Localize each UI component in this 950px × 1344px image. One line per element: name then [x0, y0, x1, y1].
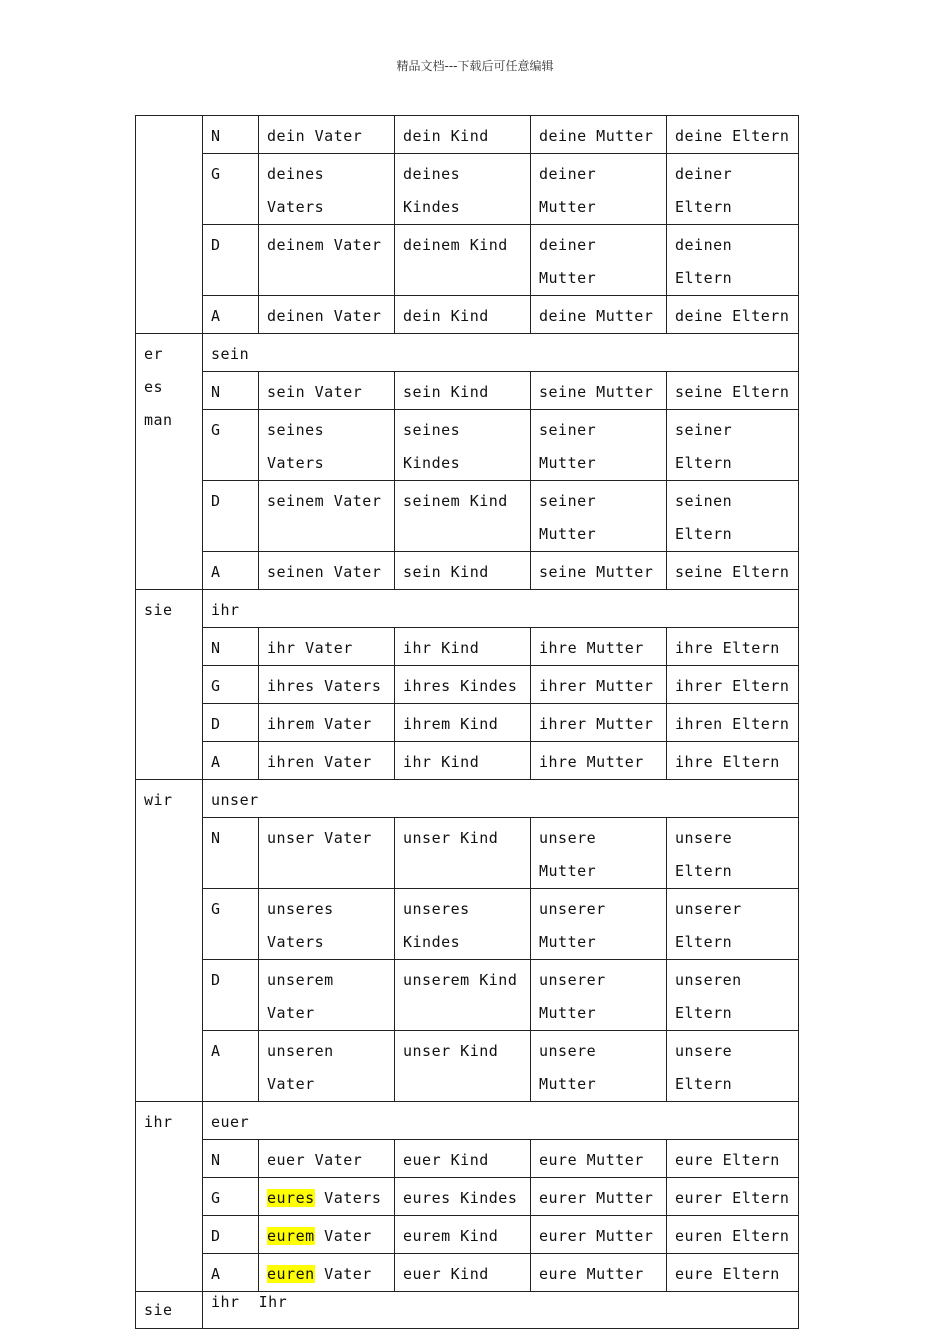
- form-cell: unsere Mutter: [531, 818, 667, 889]
- pronoun-cell: [136, 1102, 203, 1292]
- table-row: [136, 960, 799, 1031]
- form-cell: seines Vaters: [259, 410, 395, 481]
- case-cell: N: [203, 1140, 259, 1178]
- form-cell: seine Mutter: [531, 552, 667, 590]
- form-cell: unsere Eltern: [667, 818, 799, 889]
- case-cell: G: [203, 1178, 259, 1216]
- form-cell: ihren Eltern: [667, 704, 799, 742]
- form-cell: seine Eltern: [667, 372, 799, 410]
- possessive-header-row: [136, 1292, 799, 1329]
- possessive-label: ihr Ihr: [203, 1292, 799, 1329]
- form-cell: eurem Kind: [395, 1216, 531, 1254]
- form-cell: deines Kindes: [395, 154, 531, 225]
- case-cell: N: [203, 628, 259, 666]
- table-row: [136, 704, 799, 742]
- possessive-header-row: [136, 334, 799, 372]
- form-cell: deiner Mutter: [531, 154, 667, 225]
- case-cell: G: [203, 410, 259, 481]
- table-row: [136, 818, 799, 889]
- form-cell: seinem Kind: [395, 481, 531, 552]
- form-cell: deiner Eltern: [667, 154, 799, 225]
- form-cell: unseres Kindes: [395, 889, 531, 960]
- pronoun-line: es: [144, 378, 164, 396]
- table-row: [136, 1216, 799, 1254]
- pronoun-cell: [136, 780, 203, 1102]
- form-cell: ihres Kindes: [395, 666, 531, 704]
- case-cell: D: [203, 1216, 259, 1254]
- form-cell: euer Kind: [395, 1140, 531, 1178]
- possessive-declension-table: [135, 115, 799, 1329]
- form-cell: ihre Eltern: [667, 628, 799, 666]
- case-cell: G: [203, 154, 259, 225]
- case-cell: D: [203, 481, 259, 552]
- pronoun-line: wir: [144, 791, 173, 809]
- form-cell: deinen Eltern: [667, 225, 799, 296]
- form-text: euren Vater: [267, 1265, 372, 1283]
- form-cell: unserem Vater: [259, 960, 395, 1031]
- possessive-label: sein: [203, 334, 799, 372]
- case-cell: A: [203, 1031, 259, 1102]
- table-row: [136, 1140, 799, 1178]
- form-cell: unser Kind: [395, 818, 531, 889]
- pronoun-line: er: [144, 345, 164, 363]
- case-cell: G: [203, 666, 259, 704]
- form-text: eurem Vater: [267, 1227, 372, 1245]
- form-cell: ihrem Vater: [259, 704, 395, 742]
- form-cell: ihren Vater: [259, 742, 395, 780]
- form-cell: ihrer Mutter: [531, 704, 667, 742]
- form-cell: deines Vaters: [259, 154, 395, 225]
- table-row: [136, 296, 799, 334]
- pronoun-cell: [136, 116, 203, 334]
- table-row: [136, 1031, 799, 1102]
- form-cell: eure Mutter: [531, 1140, 667, 1178]
- form-cell: sein Kind: [395, 372, 531, 410]
- form-cell: unseren Eltern: [667, 960, 799, 1031]
- case-cell: D: [203, 960, 259, 1031]
- form-cell: unsere Mutter: [531, 1031, 667, 1102]
- table-row: [136, 742, 799, 780]
- pronoun-line: man: [144, 411, 173, 429]
- table-row: [136, 481, 799, 552]
- form-cell: seine Eltern: [667, 552, 799, 590]
- form-cell: ihre Mutter: [531, 742, 667, 780]
- case-cell: G: [203, 889, 259, 960]
- table-row: [136, 372, 799, 410]
- form-cell: deine Mutter: [531, 116, 667, 154]
- form-cell: ihr Kind: [395, 628, 531, 666]
- form-cell: seinem Vater: [259, 481, 395, 552]
- form-cell: dein Vater: [259, 116, 395, 154]
- form-cell: [259, 1254, 395, 1292]
- form-cell: eures Kindes: [395, 1178, 531, 1216]
- pronoun-line: sie: [144, 1301, 173, 1319]
- possessive-header-row: [136, 1102, 799, 1140]
- form-cell: sein Vater: [259, 372, 395, 410]
- table-row: [136, 116, 799, 154]
- form-cell: ihr Kind: [395, 742, 531, 780]
- table-body: [136, 116, 799, 1329]
- case-cell: A: [203, 552, 259, 590]
- form-cell: sein Kind: [395, 552, 531, 590]
- form-cell: deiner Mutter: [531, 225, 667, 296]
- table-row: [136, 666, 799, 704]
- form-cell: euer Kind: [395, 1254, 531, 1292]
- form-cell: euren Eltern: [667, 1216, 799, 1254]
- form-cell: unser Vater: [259, 818, 395, 889]
- possessive-label: ihr: [203, 590, 799, 628]
- case-cell: N: [203, 818, 259, 889]
- form-cell: seinen Eltern: [667, 481, 799, 552]
- highlighted-ending: eures: [267, 1189, 315, 1207]
- table-row: [136, 225, 799, 296]
- form-cell: seiner Eltern: [667, 410, 799, 481]
- form-cell: eure Eltern: [667, 1254, 799, 1292]
- form-cell: ihres Vaters: [259, 666, 395, 704]
- table-row: [136, 1178, 799, 1216]
- pronoun-line: ihr: [144, 1113, 173, 1131]
- form-cell: seinen Vater: [259, 552, 395, 590]
- form-cell: dein Kind: [395, 296, 531, 334]
- form-cell: ihrer Mutter: [531, 666, 667, 704]
- highlighted-ending: eurem: [267, 1227, 315, 1245]
- case-cell: N: [203, 116, 259, 154]
- form-cell: unserem Kind: [395, 960, 531, 1031]
- table-row: [136, 552, 799, 590]
- form-cell: unserer Mutter: [531, 960, 667, 1031]
- table-row: [136, 410, 799, 481]
- form-cell: dein Kind: [395, 116, 531, 154]
- form-cell: unserer Eltern: [667, 889, 799, 960]
- form-cell: euer Vater: [259, 1140, 395, 1178]
- pronoun-cell: [136, 334, 203, 590]
- form-cell: eurer Eltern: [667, 1178, 799, 1216]
- possessive-label: euer: [203, 1102, 799, 1140]
- page-header: 精品文档---下载后可任意编辑: [396, 59, 554, 73]
- form-cell: deine Eltern: [667, 116, 799, 154]
- form-cell: seiner Mutter: [531, 481, 667, 552]
- case-cell: A: [203, 296, 259, 334]
- form-cell: eure Eltern: [667, 1140, 799, 1178]
- form-cell: deine Mutter: [531, 296, 667, 334]
- case-cell: D: [203, 704, 259, 742]
- possessive-header-row: [136, 780, 799, 818]
- highlighted-ending: euren: [267, 1265, 315, 1283]
- form-cell: unserer Mutter: [531, 889, 667, 960]
- possessive-label: unser: [203, 780, 799, 818]
- case-cell: N: [203, 372, 259, 410]
- form-cell: ihre Eltern: [667, 742, 799, 780]
- form-cell: eurer Mutter: [531, 1216, 667, 1254]
- form-text: eures Vaters: [267, 1189, 382, 1207]
- form-cell: ihrem Kind: [395, 704, 531, 742]
- form-cell: eurer Mutter: [531, 1178, 667, 1216]
- table-row: [136, 628, 799, 666]
- form-cell: seines Kindes: [395, 410, 531, 481]
- form-cell: ihre Mutter: [531, 628, 667, 666]
- form-cell: unseres Vaters: [259, 889, 395, 960]
- pronoun-cell: [136, 590, 203, 780]
- pronoun-cell: [136, 1292, 203, 1329]
- form-cell: seine Mutter: [531, 372, 667, 410]
- case-cell: A: [203, 742, 259, 780]
- form-cell: [259, 1216, 395, 1254]
- form-cell: unsere Eltern: [667, 1031, 799, 1102]
- case-cell: A: [203, 1254, 259, 1292]
- form-cell: deinem Kind: [395, 225, 531, 296]
- form-cell: deinen Vater: [259, 296, 395, 334]
- form-cell: deinem Vater: [259, 225, 395, 296]
- form-cell: eure Mutter: [531, 1254, 667, 1292]
- pronoun-line: sie: [144, 601, 173, 619]
- form-cell: deine Eltern: [667, 296, 799, 334]
- table-row: [136, 889, 799, 960]
- form-cell: unseren Vater: [259, 1031, 395, 1102]
- table-row: [136, 1254, 799, 1292]
- case-cell: D: [203, 225, 259, 296]
- form-cell: ihrer Eltern: [667, 666, 799, 704]
- form-cell: [259, 1178, 395, 1216]
- form-cell: ihr Vater: [259, 628, 395, 666]
- form-cell: seiner Mutter: [531, 410, 667, 481]
- possessive-header-row: [136, 590, 799, 628]
- table-row: [136, 154, 799, 225]
- form-cell: unser Kind: [395, 1031, 531, 1102]
